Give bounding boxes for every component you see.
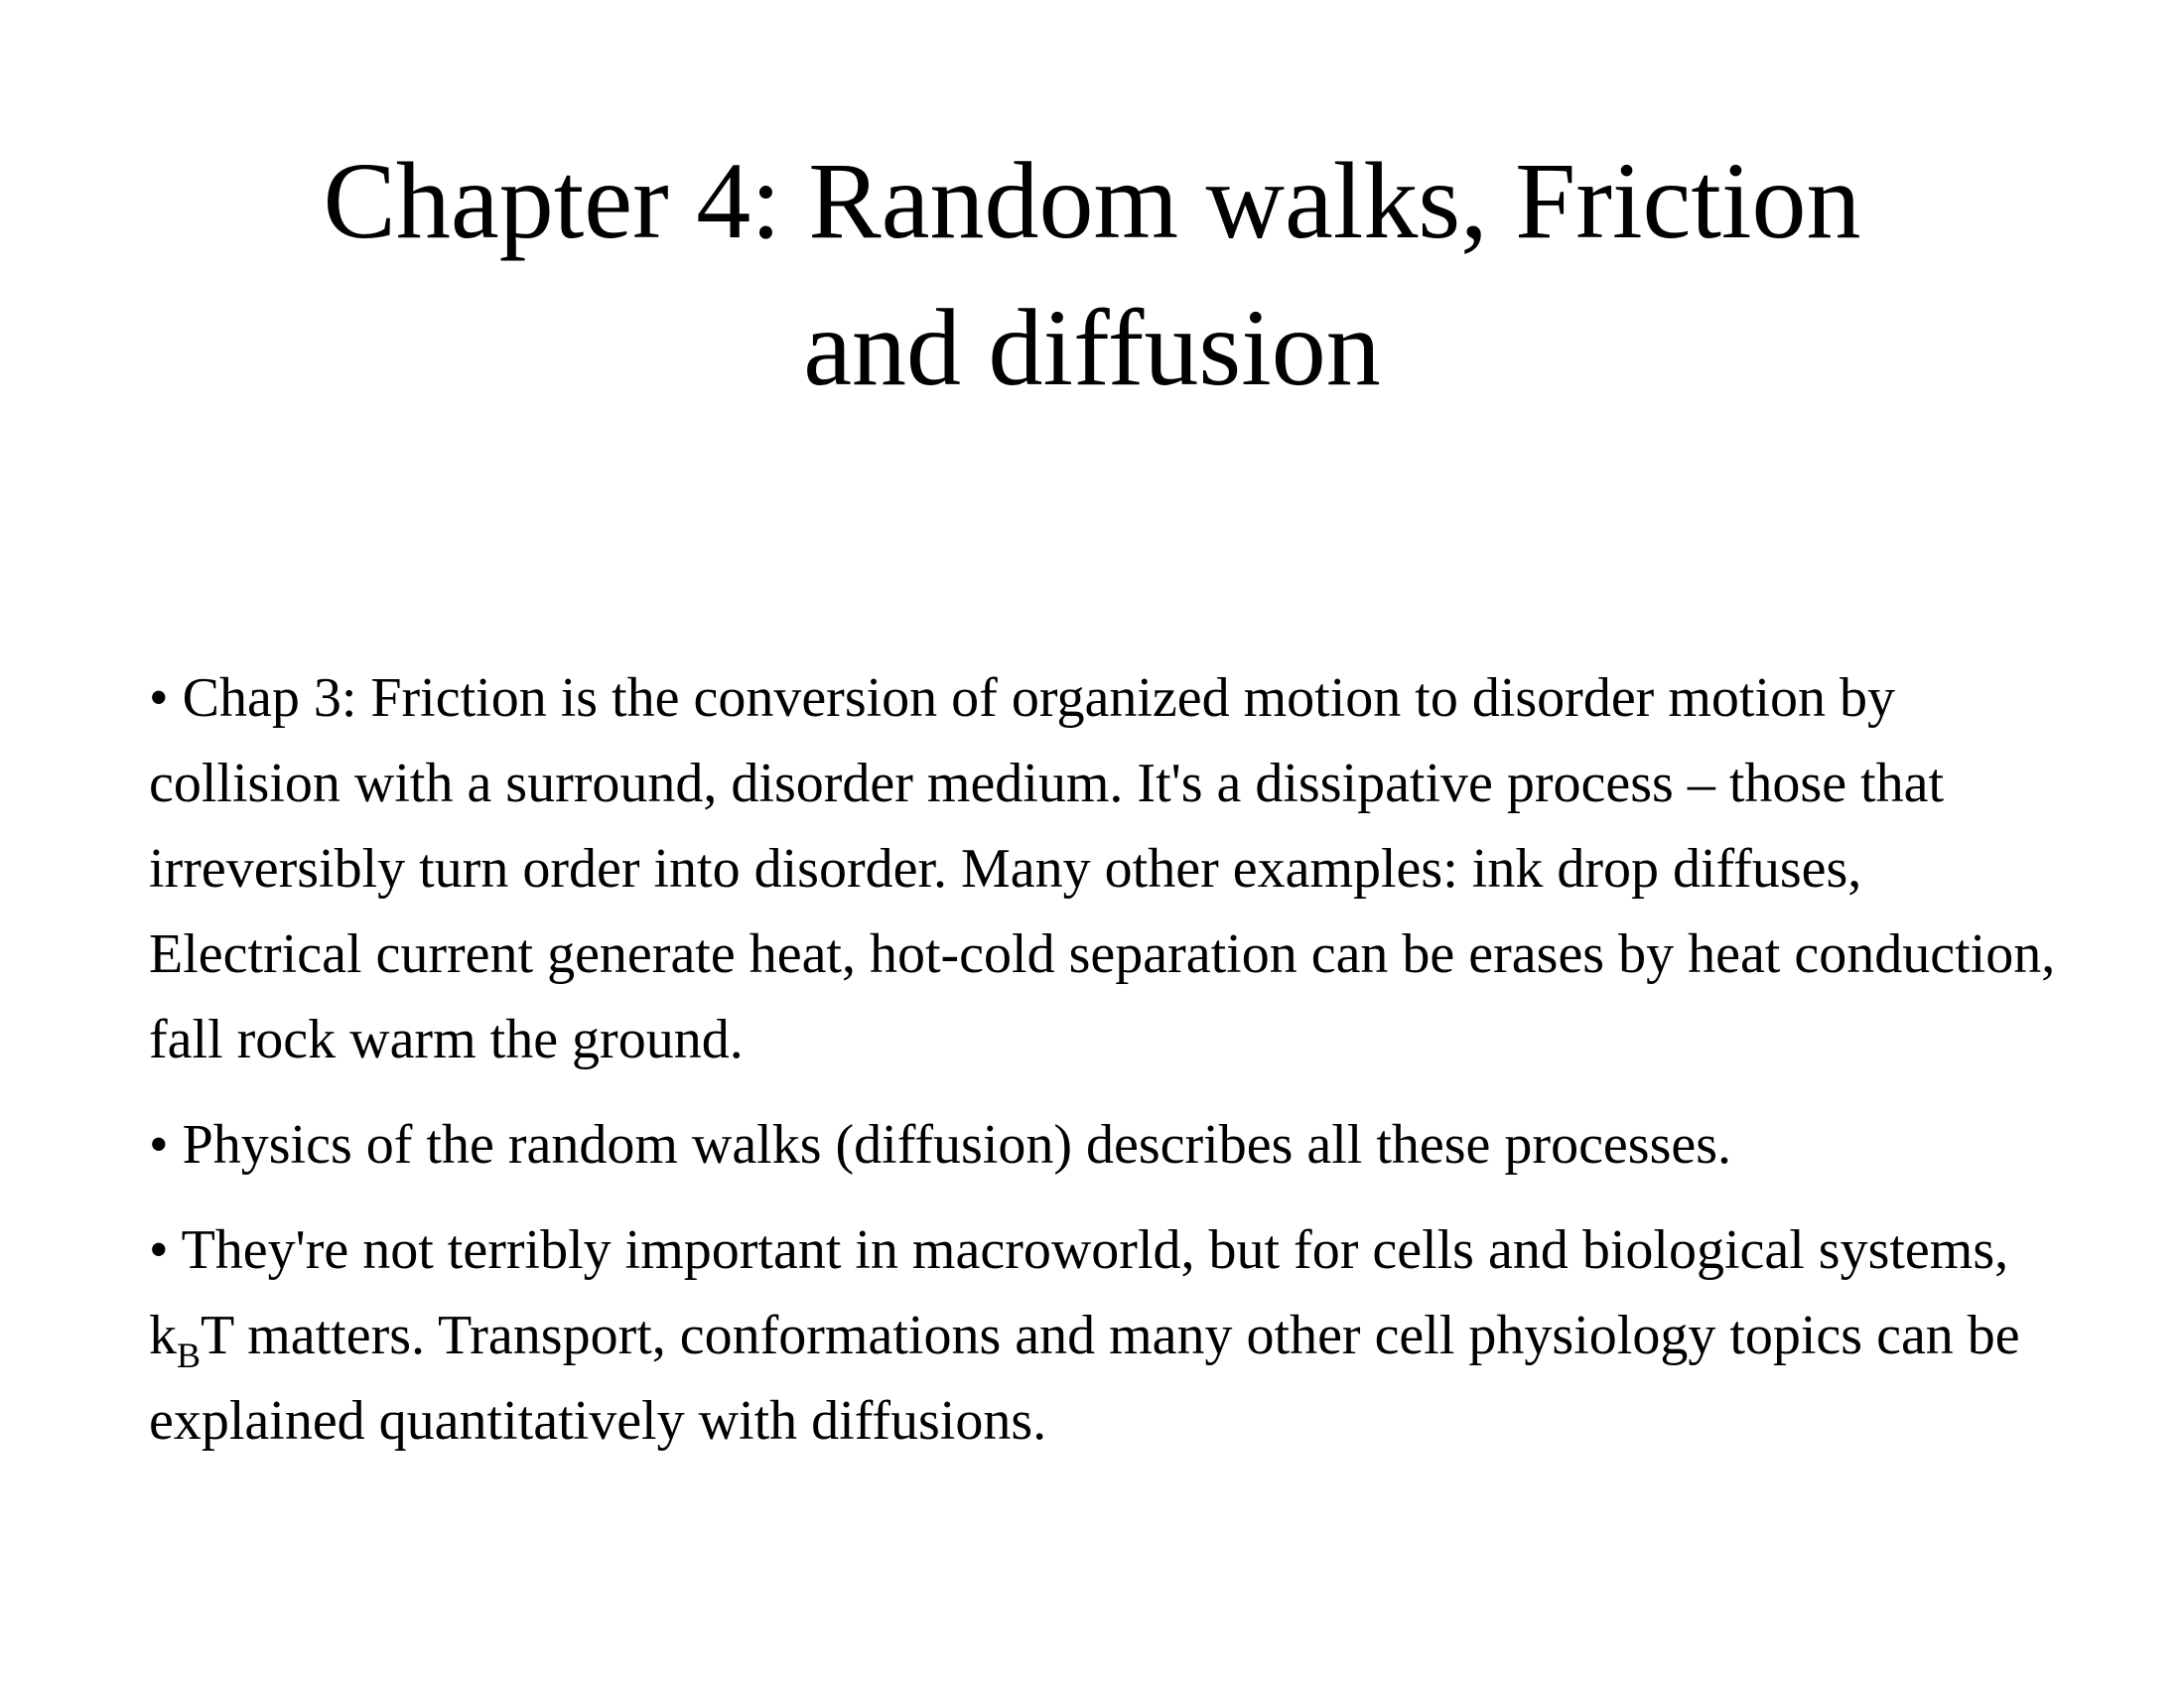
page-title xyxy=(0,127,2184,421)
bullet-item-friction xyxy=(149,655,2065,1082)
title-line-1: Chapter 4: Random walks, Friction xyxy=(323,140,1861,261)
bullet-text: Physics of the random walks (diffusion) describes all these processes. xyxy=(182,1114,1732,1176)
bullet-text-after: T matters. Transport, conformations and many other cell physiology topics can be explained quantitatively with diffusions. xyxy=(149,1305,2020,1452)
title-line-2: and diffusion xyxy=(803,287,1381,408)
bullet-text-before: They're not terribly important in macroworld, but for cells and biological systems, k xyxy=(149,1219,2009,1366)
bullet-item-random-walks xyxy=(149,1102,2065,1188)
bullet-marker: • xyxy=(149,667,183,729)
bullet-marker: • xyxy=(149,1114,183,1176)
boltzmann-subscript: B xyxy=(177,1336,202,1375)
bullet-list xyxy=(149,655,2065,1483)
bullet-text: Chap 3: Friction is the conversion of organized motion to disorder motion by collision with a surround, disorder medium. It's a dissipative process – those that irreversibly turn order into disorder. Many other examples: ink drop diffuses, Electrical current generate heat, hot-cold separation can be erases by heat conduction, fall rock warm the ground. xyxy=(149,667,2056,1070)
bullet-marker: • xyxy=(149,1219,182,1281)
bullet-item-kbt xyxy=(149,1207,2065,1464)
